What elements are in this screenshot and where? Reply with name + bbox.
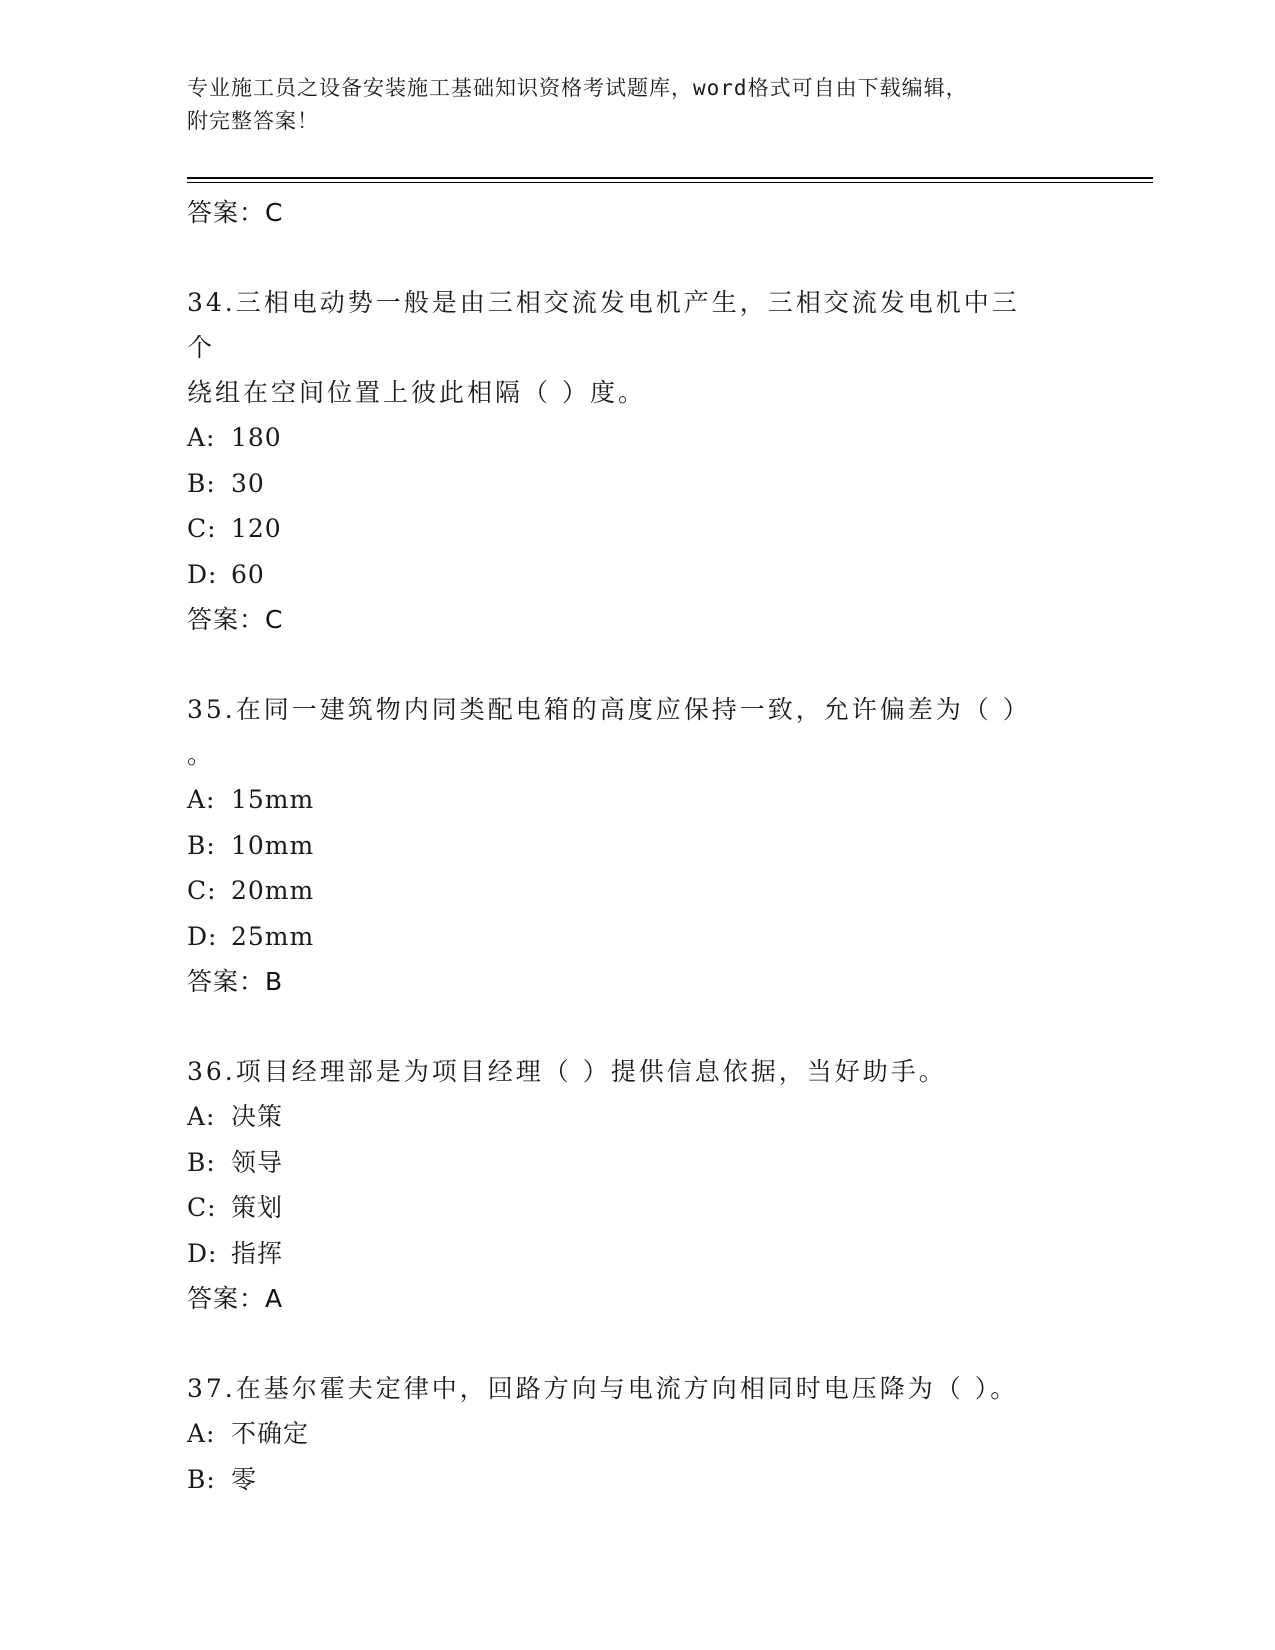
header-line-2: 附完整答案！ [187,109,319,133]
option-text: 领导 [231,1147,284,1177]
option-b [187,1457,1153,1503]
answer-label: 答案：A [187,1284,284,1313]
stem-line: 36.项目经理部是为项目经理（ ）提供信息依据，当好助手。 [187,1057,947,1086]
option-letter: C: [187,514,217,543]
option-text: 决策 [231,1102,284,1131]
question-stem [187,1049,1047,1094]
stem-line: 34.三相电动势一般是由三相交流发电机产生，三相交流发电机中三个 [187,288,1020,362]
option-c [187,868,1153,914]
option-a [187,1411,1153,1457]
option-letter: A: [187,785,216,814]
option-letter: A: [187,1419,216,1448]
option-b [187,823,1153,869]
option-text: 指挥 [231,1238,284,1268]
option-text: 不确定 [231,1419,310,1448]
option-c [187,1185,1153,1231]
option-text: 策划 [231,1193,284,1222]
option-letter: B: [187,830,216,860]
option-a [187,415,1153,461]
question-stem [187,1366,1047,1411]
question-36 [187,1049,1153,1322]
stem-line: 35.在同一建筑物内同类配电箱的高度应保持一致，允许偏差为（ ） [187,695,1031,724]
document-header [187,72,1087,138]
option-letter: C: [187,876,217,905]
option-a [187,777,1153,823]
option-text: 10mm [231,830,315,860]
option-letter: D: [187,921,218,951]
option-text: 30 [231,468,265,498]
question-stem [187,687,1047,777]
option-text: 180 [231,423,282,452]
previous-answer: 答案：C [187,198,284,227]
header-rule-thin [187,182,1153,183]
question-35 [187,687,1153,1005]
option-text: 20mm [231,876,315,905]
option-letter: A: [187,1102,216,1131]
option-d [187,552,1153,598]
question-list [187,190,1153,1502]
option-letter: B: [187,1147,216,1177]
option-b [187,1140,1153,1186]
answer-label: 答案：C [187,605,284,634]
option-letter: B: [187,468,216,498]
option-letter: A: [187,423,216,452]
option-letter: D: [187,1238,218,1268]
option-text: 60 [231,559,265,589]
option-a [187,1094,1153,1140]
question-34 [187,280,1153,643]
question-37 [187,1366,1153,1502]
option-c [187,506,1153,552]
answer-label: 答案：B [187,967,284,996]
stem-line: 。 [187,740,216,769]
option-letter: C: [187,1193,217,1222]
option-d [187,914,1153,960]
option-letter: B: [187,1464,216,1494]
option-text: 零 [231,1464,258,1494]
question-stem [187,280,1047,415]
stem-line: 37.在基尔霍夫定律中，回路方向与电流方向相同时电压降为（ ）。 [187,1374,1019,1403]
option-d [187,1231,1153,1277]
header-rule-thick [187,177,1153,179]
option-text: 120 [231,514,282,543]
option-letter: D: [187,559,218,589]
option-text: 25mm [231,921,315,951]
option-text: 15mm [231,785,315,814]
header-line-1: 专业施工员之设备安装施工基础知识资格考试题库，word格式可自由下载编辑， [187,76,968,100]
option-b [187,461,1153,507]
stem-line: 绕组在空间位置上彼此相隔（ ）度。 [187,378,646,407]
